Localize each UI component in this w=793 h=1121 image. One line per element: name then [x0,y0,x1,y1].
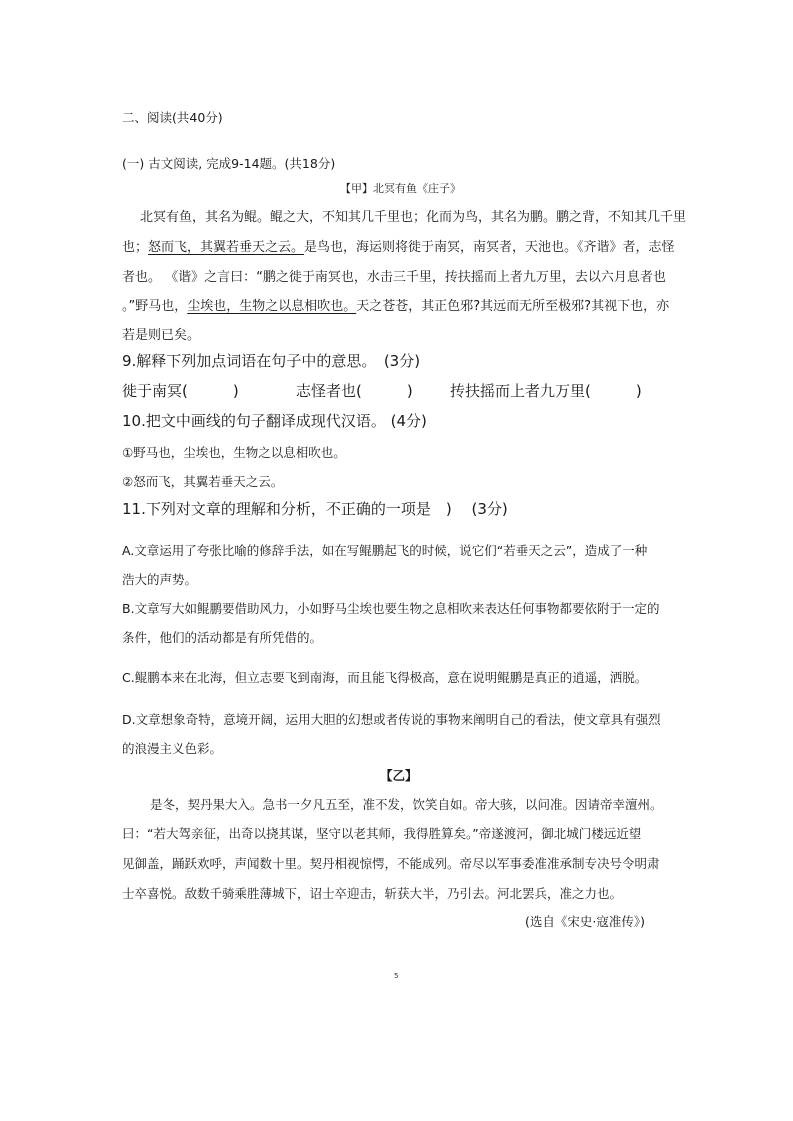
q9-item-1: 徙于南冥( ) [122,382,239,400]
question-9-stem: 9.解释下列加点词语在句子中的意思。 (3分) [122,352,421,370]
passage-b-line-4: 士卒喜悦。敌数千骑乘胜薄城下，诏士卒迎击，斩获大半，乃引去。河北罢兵，准之力也。 [122,886,623,901]
page-number: 5 [394,972,399,980]
q11-option-d-line-2: 的浪漫主义色彩。 [122,741,223,756]
passage-b-line-1: 是冬，契丹果大入。急书一夕凡五至，准不发，饮笑自如。帝大骇，以问准。因请帝幸澶州。 [150,797,663,812]
line4-pre: 。”野马也， [122,299,188,314]
line4-post: 天之苍苍，其正色邪?其远而无所至极邪?其视下也，亦 [356,299,670,314]
passage-b-line-2: 曰：“若大驾亲征，出奇以挠其谋，坚守以老其师，我得胜算矣。”帝遂渡河，御北城门楼远近望 [122,826,642,841]
q10-sentence-2: ②怒而飞，其翼若垂天之云。 [122,474,284,489]
q11-option-c: C.鲲鹏本来在北海，但立志要飞到南海，而且能飞得极高，意在说明鲲鹏是真正的逍遥，洒脱。 [122,670,648,685]
line2-post: 是鸟也，海运则将徙于南冥，南冥者，天池也。《齐谐》者，志怪 [304,240,675,255]
q10-sentence-1: ①野马也，尘埃也，生物之以息相吹也。 [122,445,346,460]
q11-option-b-line-1: B.文章写大如鲲鹏要借助风力，小如野马尘埃也要生物之息相吹来表达任何事物都要依附于一定的 [122,601,660,616]
line2-pre: 也； [122,240,149,255]
question-10-stem: 10.把文中画线的句子翻译成现代汉语。 (4分) [122,412,427,430]
passage-a-line-4 [122,295,669,314]
passage-b-title: 【乙】 [380,768,418,783]
underlined-sentence-1: 尘埃也，生物之以息相吹也。 [187,299,357,314]
passage-a-line-2 [122,236,675,255]
passage-a-line-5: 若是则已矣。 [122,328,201,343]
q11-option-a-line-2: 浩大的声势。 [122,572,198,587]
q11-option-a-line-1: A.文章运用了夸张比喻的修辞手法，如在写鲲鹏起飞的时候，说它们“若垂天之云”，造成了一种 [122,543,648,558]
underlined-sentence-2: 怒而飞，其翼若垂天之云。 [148,240,305,255]
q11-option-b-line-2: 条件，他们的活动都是有所凭借的。 [122,630,323,645]
section-heading: 二、阅读(共40分) [122,110,223,125]
passage-b-line-3: 见御盖，踊跃欢呼，声闻数十里。契丹相视惊愕，不能成列。帝尽以军事委准准承制专决号令明肃 [122,856,660,871]
q9-item-2: 志怪者也( ) [296,382,413,400]
passage-a-line-1: 北冥有鱼，其名为鲲。鲲之大，不知其几千里也；化而为鸟，其名为鹏。鹏之背，不知其几千里 [140,210,687,225]
passage-a-title: 【甲】北冥有鱼《庄子》 [340,182,461,195]
passage-a-line-3: 者也。 《谐》之言曰：“鹏之徙于南冥也，水击三千里，抟扶摇而上者九万里，去以六月息者也 [122,270,666,285]
q11-option-d-line-1: D.文章想象奇特，意境开阔，运用大胆的幻想或者传说的事物来阐明自己的看法，使文章具有强烈 [122,712,661,727]
sub-heading: (一) 古文阅读, 完成9-14题。(共18分) [122,156,336,171]
q9-item-3: 抟扶摇而上者九万里( ) [450,382,642,400]
question-11-stem: 11.下列对文章的理解和分析，不正确的一项是 ) (3分) [122,500,508,518]
passage-b-source: (选自《宋史·寇准传》) [525,914,645,929]
